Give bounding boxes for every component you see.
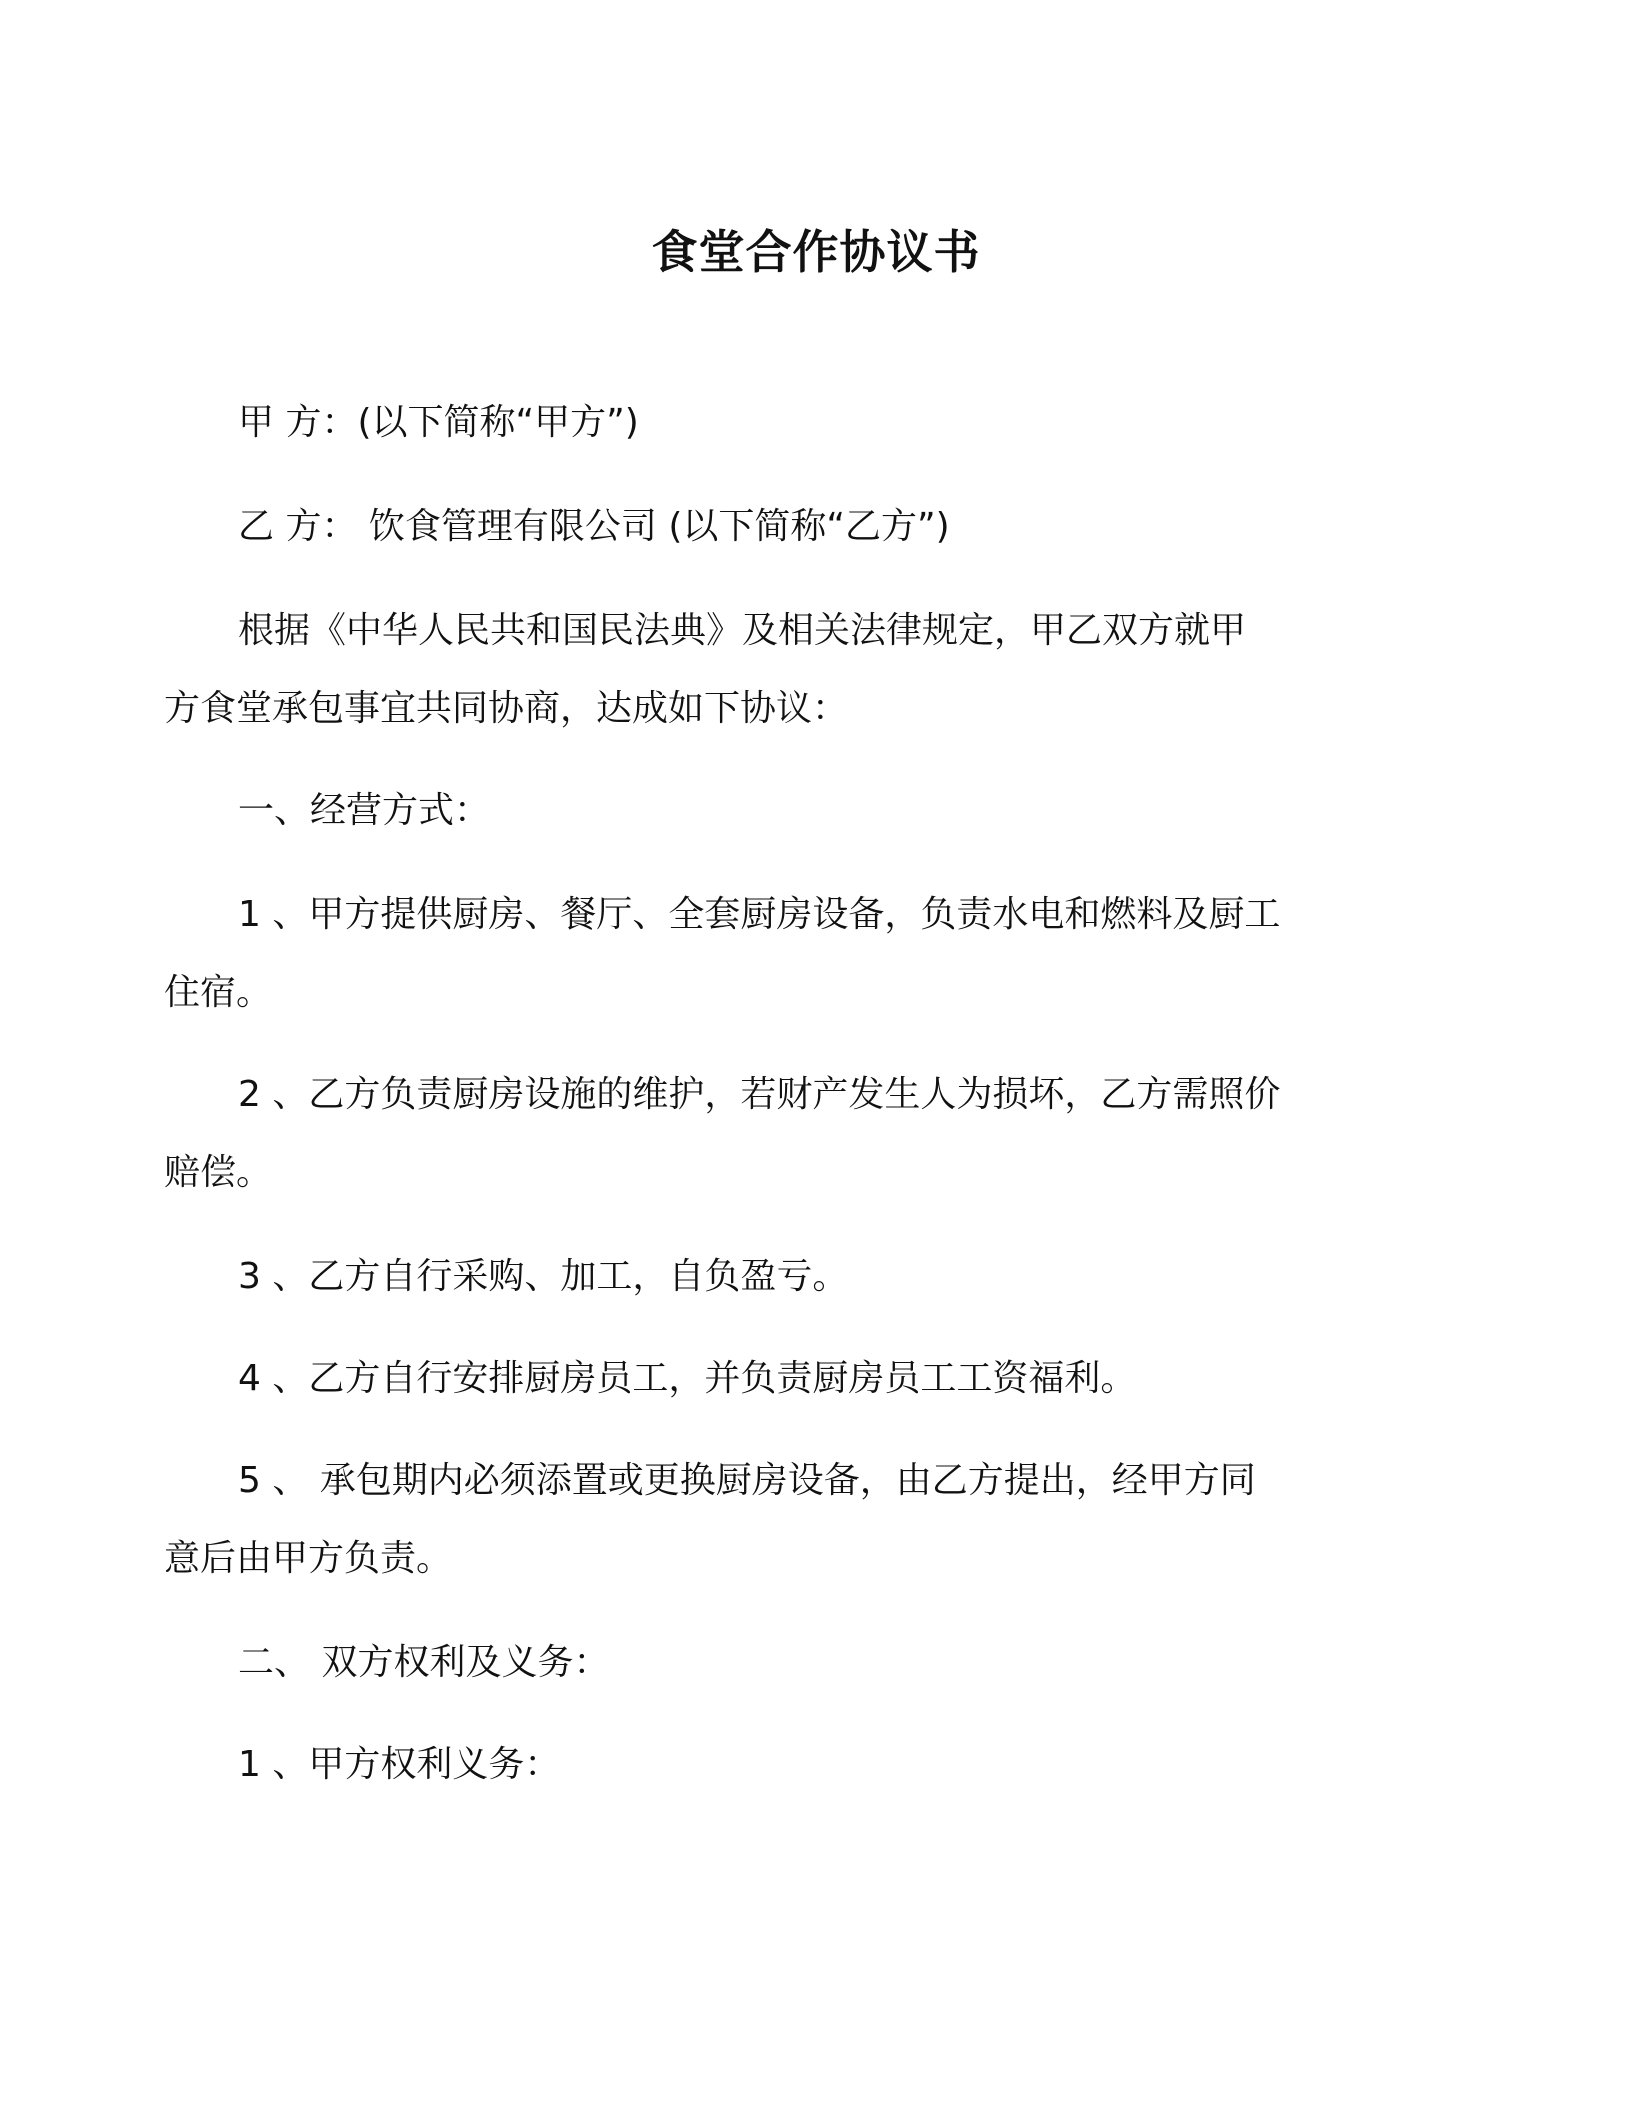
item-5-line-1: 5 、 承包期内必须添置或更换厨房设备，由乙方提出，经甲方同: [238, 1460, 1256, 1501]
section-2-heading: 二、 双方权利及义务：: [238, 1642, 610, 1683]
item-1-line-1: 1 、甲方提供厨房、餐厅、全套厨房设备，负责水电和燃料及厨工: [238, 894, 1281, 935]
item-3: 3 、乙方自行采购、加工，自负盈亏。: [238, 1256, 849, 1297]
section-1-heading: 一、经营方式：: [238, 790, 491, 831]
item-2-line-2: 赔偿。: [164, 1152, 273, 1193]
preamble-line-1: 根据《中华人民共和国民法典》及相关法律规定，甲乙双方就甲: [238, 610, 1247, 651]
party-b-line: 乙 方： 饮食管理有限公司 (以下简称“乙方”): [238, 506, 950, 547]
party-a-line: 甲 方：(以下简称“甲方”): [238, 402, 639, 443]
item-5-line-2: 意后由甲方负责。: [164, 1538, 453, 1579]
item-4: 4 、乙方自行安排厨房员工，并负责厨房员工工资福利。: [238, 1358, 1137, 1399]
preamble-line-2: 方食堂承包事宜共同协商，达成如下协议：: [164, 688, 849, 729]
document-title: 食堂合作协议书: [651, 225, 981, 279]
item-1-line-2: 住宿。: [164, 972, 273, 1013]
section-2-item-1: 1 、甲方权利义务：: [238, 1744, 561, 1785]
item-2-line-1: 2 、乙方负责厨房设施的维护，若财产发生人为损坏，乙方需照价: [238, 1074, 1281, 1115]
